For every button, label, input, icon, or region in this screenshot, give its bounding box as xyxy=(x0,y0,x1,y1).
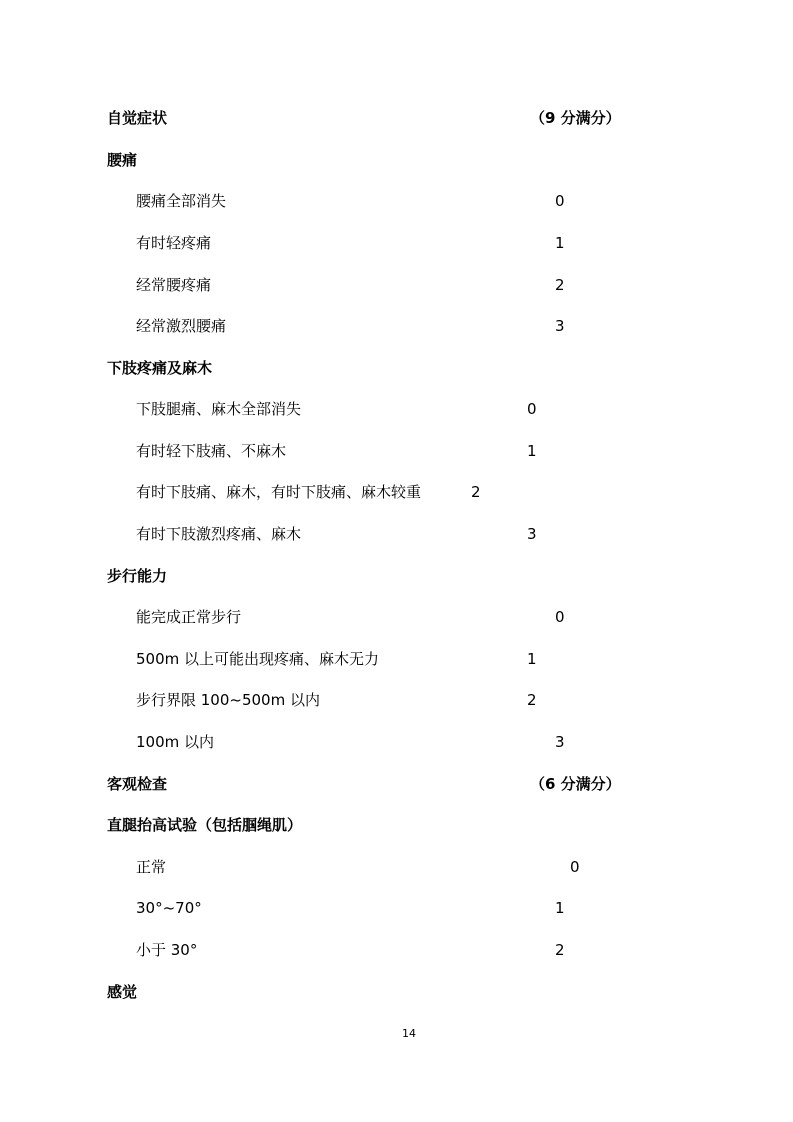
item-score: 2 xyxy=(471,483,481,501)
item-label: 经常激烈腰痛 xyxy=(136,317,227,335)
item-score: 3 xyxy=(555,733,565,751)
item-score: 1 xyxy=(527,442,537,460)
item-label: 30°~70° xyxy=(136,899,202,917)
item-label: 100m 以内 xyxy=(136,733,215,751)
item-label: 有时轻疼痛 xyxy=(136,234,212,252)
item-label: 小于 30° xyxy=(136,941,198,959)
item-label: 有时轻下肢痛、不麻木 xyxy=(136,442,287,460)
item-label: 有时下肢痛、麻木，有时下肢痛、麻木较重 xyxy=(136,483,422,501)
item-score: 0 xyxy=(570,858,580,876)
page-number: 14 xyxy=(402,1027,416,1040)
item-label: 下肢腿痛、麻木全部消失 xyxy=(136,400,302,418)
item-score: 2 xyxy=(555,941,565,959)
item-score: 1 xyxy=(527,650,537,668)
item-label: 能完成正常步行 xyxy=(136,608,242,626)
item-score: 2 xyxy=(527,691,537,709)
section-note-objective: （6 分满分） xyxy=(530,775,621,793)
group-title-low-back-pain: 腰痛 xyxy=(107,151,138,169)
group-title-straight-leg-raise: 直腿抬高试验（包括腘绳肌） xyxy=(107,816,303,834)
item-score: 1 xyxy=(555,234,565,252)
section-note-subjective: （9 分满分） xyxy=(530,109,621,127)
item-score: 1 xyxy=(555,899,565,917)
item-score: 2 xyxy=(555,276,565,294)
item-score: 0 xyxy=(527,400,537,418)
item-label: 经常腰疼痛 xyxy=(136,276,212,294)
section-heading-subjective: 自觉症状 xyxy=(107,109,168,127)
item-label: 腰痛全部消失 xyxy=(136,192,227,210)
item-label: 500m 以上可能出现疼痛、麻木无力 xyxy=(136,650,380,668)
item-score: 3 xyxy=(527,525,537,543)
item-label: 有时下肢激烈疼痛、麻木 xyxy=(136,525,302,543)
item-score: 0 xyxy=(555,608,565,626)
group-title-sensation: 感觉 xyxy=(107,983,138,1001)
group-title-leg-pain-numbness: 下肢疼痛及麻木 xyxy=(107,359,213,377)
item-score: 0 xyxy=(555,192,565,210)
item-label: 正常 xyxy=(136,858,167,876)
item-score: 3 xyxy=(555,317,565,335)
section-heading-objective: 客观检查 xyxy=(107,775,168,793)
group-title-walking-ability: 步行能力 xyxy=(107,567,168,585)
item-label: 步行界限 100~500m 以内 xyxy=(136,691,320,709)
